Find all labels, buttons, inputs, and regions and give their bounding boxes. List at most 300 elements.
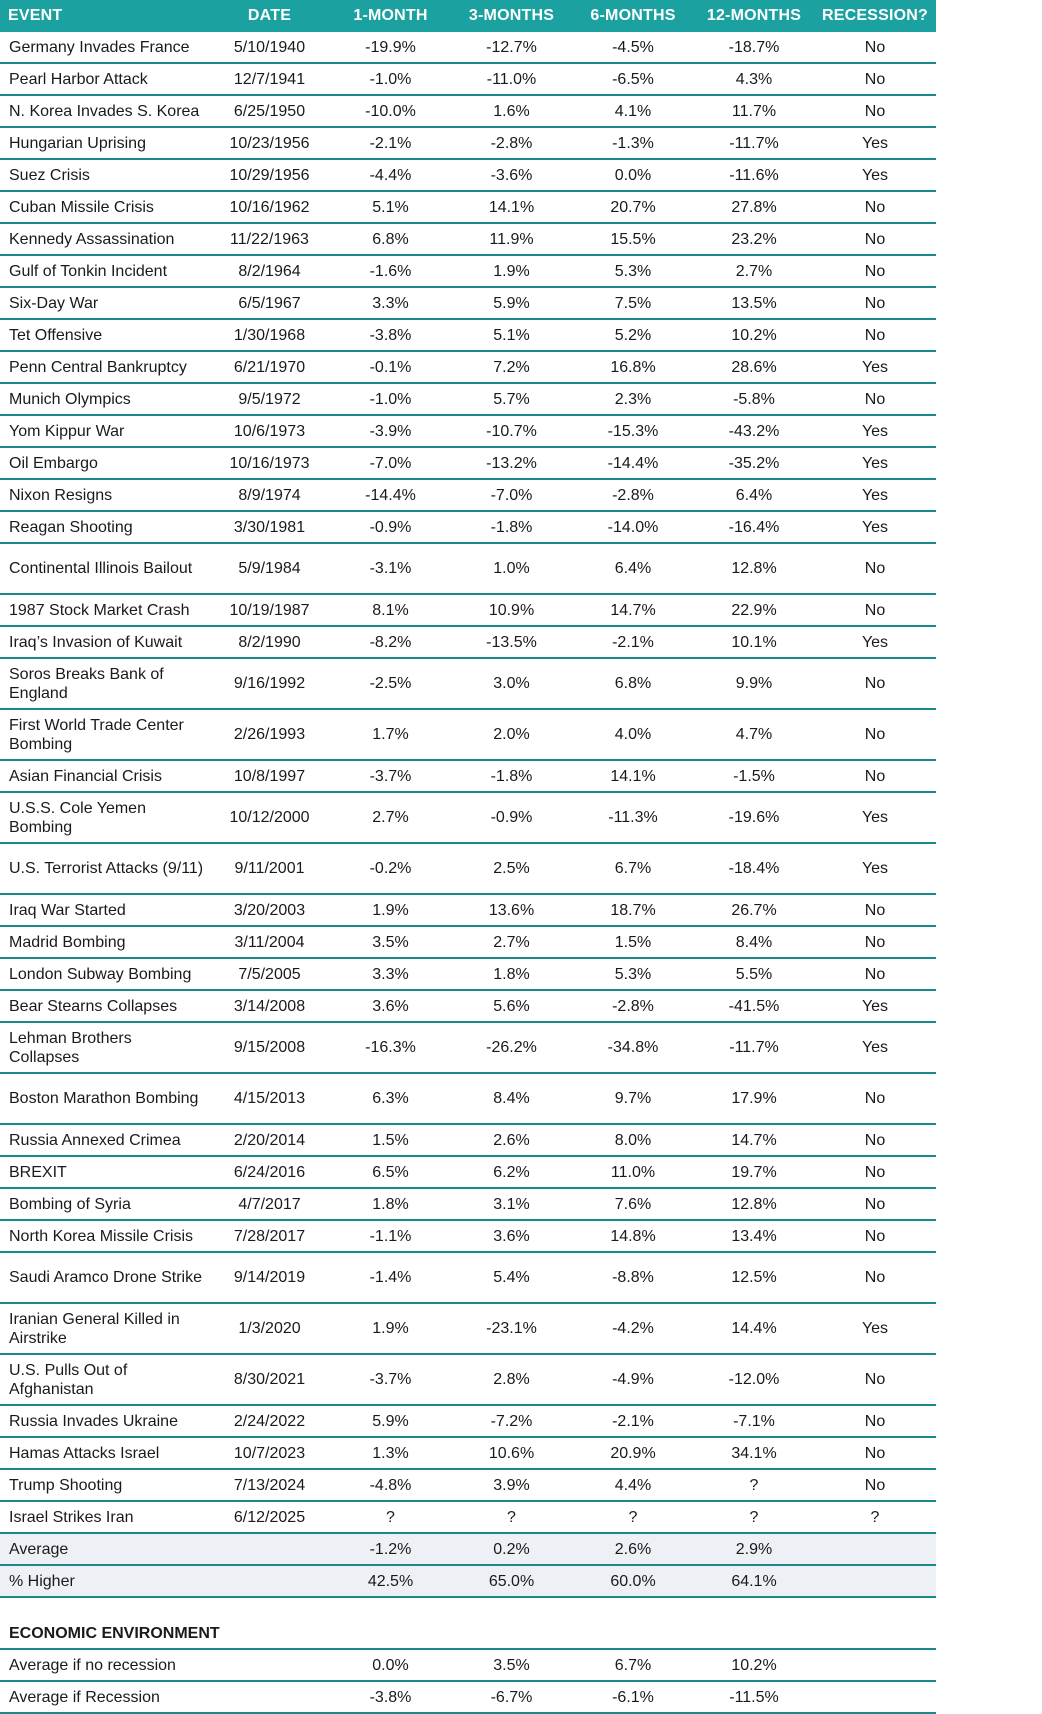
value-cell: 3.5% [451,1649,572,1681]
value-cell: 9/16/1992 [209,658,330,709]
row-label-cell: Iraq War Started [0,894,209,926]
value-cell: 10/12/2000 [209,792,330,843]
value-cell: 1/3/2020 [209,1303,330,1354]
value-cell: -1.3% [572,127,694,159]
value-cell: No [814,926,936,958]
value-cell: -1.5% [694,760,814,792]
value-cell: Yes [814,1022,936,1073]
value-cell: Yes [814,479,936,511]
spacer-cell [0,1597,936,1618]
value-cell: 7.6% [572,1188,694,1220]
value-cell: 16.8% [572,351,694,383]
value-cell: 5.6% [451,990,572,1022]
value-cell: 5.4% [451,1252,572,1303]
value-cell: 6.7% [572,843,694,894]
value-cell: -3.8% [330,319,451,351]
row-label-cell: Iranian General Killed in Airstrike [0,1303,209,1354]
value-cell: 19.7% [694,1156,814,1188]
event-row [0,479,936,511]
value-cell: 3.5% [330,926,451,958]
value-cell: 7/13/2024 [209,1469,330,1501]
value-cell: 12.8% [694,1188,814,1220]
value-cell: -7.1% [694,1405,814,1437]
value-cell: -2.1% [330,127,451,159]
event-row [0,926,936,958]
value-cell: -41.5% [694,990,814,1022]
value-cell: 2.7% [694,255,814,287]
value-cell: 0.0% [330,1649,451,1681]
value-cell: 9.7% [572,1073,694,1124]
value-cell: -11.7% [694,1022,814,1073]
value-cell: No [814,63,936,95]
value-cell: 5.3% [572,958,694,990]
value-cell: 6.2% [451,1156,572,1188]
value-cell: 0.2% [451,1533,572,1565]
value-cell: 3.6% [451,1220,572,1252]
event-row [0,1437,936,1469]
value-cell: 3.9% [451,1469,572,1501]
row-label-cell: Nixon Resigns [0,479,209,511]
value-cell: 8/2/1964 [209,255,330,287]
value-cell: Yes [814,626,936,658]
event-row [0,1022,936,1073]
value-cell: Yes [814,415,936,447]
row-label-cell: N. Korea Invades S. Korea [0,95,209,127]
value-cell: 3.0% [451,658,572,709]
value-cell: 5.1% [451,319,572,351]
event-row [0,894,936,926]
value-cell: -14.0% [572,511,694,543]
row-label-cell: U.S.S. Cole Yemen Bombing [0,792,209,843]
row-label-cell: Russia Annexed Crimea [0,1124,209,1156]
event-row [0,1501,936,1533]
value-cell: No [814,1437,936,1469]
value-cell: 22.9% [694,594,814,626]
value-cell: -43.2% [694,415,814,447]
value-cell: 2/20/2014 [209,1124,330,1156]
column-header: 1-MONTH [330,0,451,32]
value-cell: 10.9% [451,594,572,626]
value-cell: 9/5/1972 [209,383,330,415]
event-row [0,1188,936,1220]
value-cell: -0.9% [451,792,572,843]
value-cell: -15.3% [572,415,694,447]
value-cell: 2.3% [572,383,694,415]
value-cell: -18.4% [694,843,814,894]
value-cell: 11/22/1963 [209,223,330,255]
environment-row [0,1649,936,1681]
row-label-cell: Average [0,1533,209,1565]
value-cell: ? [694,1501,814,1533]
value-cell: 6.4% [572,543,694,594]
row-label-cell: Boston Marathon Bombing [0,1073,209,1124]
value-cell: Yes [814,843,936,894]
event-row [0,1073,936,1124]
value-cell: 14.7% [572,594,694,626]
value-cell: -1.8% [451,511,572,543]
value-cell: 7.2% [451,351,572,383]
value-cell: 12/7/1941 [209,63,330,95]
value-cell: ? [572,1501,694,1533]
value-cell: 5.9% [330,1405,451,1437]
value-cell: -1.2% [330,1533,451,1565]
row-label-cell: Hungarian Uprising [0,127,209,159]
row-label-cell: Iraq’s Invasion of Kuwait [0,626,209,658]
event-row [0,1405,936,1437]
event-row [0,127,936,159]
value-cell: No [814,1124,936,1156]
row-label-cell: Saudi Aramco Drone Strike [0,1252,209,1303]
value-cell: 1.7% [330,709,451,760]
value-cell: -2.1% [572,626,694,658]
event-row [0,1303,936,1354]
value-cell: 42.5% [330,1565,451,1597]
value-cell: No [814,383,936,415]
value-cell: -3.1% [330,543,451,594]
value-cell: -6.5% [572,63,694,95]
event-row [0,958,936,990]
row-label-cell: Tet Offensive [0,319,209,351]
row-label-cell: Bombing of Syria [0,1188,209,1220]
event-row [0,351,936,383]
value-cell: No [814,894,936,926]
row-label-cell: Munich Olympics [0,383,209,415]
value-cell: -13.2% [451,447,572,479]
value-cell: -2.5% [330,658,451,709]
row-label-cell: Hamas Attacks Israel [0,1437,209,1469]
value-cell: -4.5% [572,32,694,63]
value-cell: 10/8/1997 [209,760,330,792]
value-cell: 60.0% [572,1565,694,1597]
value-cell: 3/14/2008 [209,990,330,1022]
value-cell: -3.7% [330,760,451,792]
section-title: ECONOMIC ENVIRONMENT [0,1618,936,1649]
value-cell: 11.9% [451,223,572,255]
value-cell: -11.5% [694,1681,814,1713]
value-cell: -19.6% [694,792,814,843]
value-cell: -35.2% [694,447,814,479]
value-cell: -6.7% [451,1681,572,1713]
value-cell: -11.3% [572,792,694,843]
value-cell: 6/25/1950 [209,95,330,127]
value-cell: 3/11/2004 [209,926,330,958]
value-cell: -1.0% [330,63,451,95]
value-cell: 0.0% [572,159,694,191]
value-cell: -6.1% [572,1681,694,1713]
value-cell: -3.9% [330,415,451,447]
value-cell: 8.4% [694,926,814,958]
event-row [0,594,936,626]
value-cell: ? [814,1501,936,1533]
row-label-cell: London Subway Bombing [0,958,209,990]
value-cell: 10/29/1956 [209,159,330,191]
value-cell: Yes [814,1303,936,1354]
row-label-cell: BREXIT [0,1156,209,1188]
environment-row [0,1681,936,1713]
value-cell: 12.5% [694,1252,814,1303]
summary-row [0,1565,936,1597]
value-cell [209,1649,330,1681]
value-cell: No [814,287,936,319]
value-cell: 6/24/2016 [209,1156,330,1188]
value-cell: No [814,543,936,594]
event-row [0,990,936,1022]
spacer-row [0,1597,936,1618]
row-label-cell: 1987 Stock Market Crash [0,594,209,626]
event-row [0,709,936,760]
value-cell: 8/9/1974 [209,479,330,511]
value-cell: 6/5/1967 [209,287,330,319]
event-row [0,95,936,127]
value-cell: No [814,709,936,760]
column-header: DATE [209,0,330,32]
row-label-cell: Asian Financial Crisis [0,760,209,792]
value-cell: 8.1% [330,594,451,626]
value-cell: 1.9% [330,1303,451,1354]
value-cell: No [814,319,936,351]
event-row [0,1252,936,1303]
value-cell: -16.4% [694,511,814,543]
value-cell: -14.4% [330,479,451,511]
row-label-cell: Oil Embargo [0,447,209,479]
value-cell: 14.1% [572,760,694,792]
value-cell: 6.8% [330,223,451,255]
value-cell: -3.8% [330,1681,451,1713]
value-cell: 27.8% [694,191,814,223]
value-cell: 2/26/1993 [209,709,330,760]
event-row [0,415,936,447]
event-row [0,843,936,894]
value-cell: -8.2% [330,626,451,658]
value-cell: 3/30/1981 [209,511,330,543]
value-cell: -34.8% [572,1022,694,1073]
event-row [0,543,936,594]
event-row [0,32,936,63]
row-label-cell: Suez Crisis [0,159,209,191]
value-cell: 8.0% [572,1124,694,1156]
value-cell: No [814,1073,936,1124]
row-label-cell: Yom Kippur War [0,415,209,447]
value-cell: 6.3% [330,1073,451,1124]
value-cell: 23.2% [694,223,814,255]
value-cell: 14.4% [694,1303,814,1354]
row-label-cell: Soros Breaks Bank of England [0,658,209,709]
event-row [0,658,936,709]
row-label-cell: Continental Illinois Bailout [0,543,209,594]
value-cell: 2.7% [330,792,451,843]
value-cell: 5.1% [330,191,451,223]
value-cell: No [814,1252,936,1303]
value-cell: -4.8% [330,1469,451,1501]
header-row [0,0,936,32]
value-cell: 5/9/1984 [209,543,330,594]
row-label-cell: % Higher [0,1565,209,1597]
value-cell: 2/24/2022 [209,1405,330,1437]
value-cell: Yes [814,447,936,479]
table-body [0,32,936,1713]
value-cell: 4.3% [694,63,814,95]
value-cell: 2.5% [451,843,572,894]
value-cell: ? [694,1469,814,1501]
section-header-row [0,1618,936,1649]
value-cell: 64.1% [694,1565,814,1597]
row-label-cell: Bear Stearns Collapses [0,990,209,1022]
value-cell [814,1649,936,1681]
value-cell: -2.1% [572,1405,694,1437]
table-header [0,0,936,32]
value-cell: 5.5% [694,958,814,990]
value-cell: -18.7% [694,32,814,63]
value-cell: No [814,223,936,255]
row-label-cell: First World Trade Center Bombing [0,709,209,760]
value-cell: No [814,1469,936,1501]
value-cell: No [814,594,936,626]
value-cell: Yes [814,127,936,159]
event-row [0,1124,936,1156]
value-cell: -1.8% [451,760,572,792]
value-cell: -26.2% [451,1022,572,1073]
value-cell: 10/23/1956 [209,127,330,159]
row-label-cell: Average if no recession [0,1649,209,1681]
value-cell: No [814,1156,936,1188]
row-label-cell: Gulf of Tonkin Incident [0,255,209,287]
value-cell: 6.8% [572,658,694,709]
value-cell: -3.6% [451,159,572,191]
value-cell: 14.1% [451,191,572,223]
event-row [0,191,936,223]
row-label-cell: North Korea Missile Crisis [0,1220,209,1252]
value-cell: 4.1% [572,95,694,127]
column-header: 3-MONTHS [451,0,572,32]
row-label-cell: Average if Recession [0,1681,209,1713]
value-cell: 1.8% [330,1188,451,1220]
value-cell [209,1681,330,1713]
value-cell: 4.4% [572,1469,694,1501]
column-header: 12-MONTHS [694,0,814,32]
value-cell: -14.4% [572,447,694,479]
value-cell: -16.3% [330,1022,451,1073]
value-cell: 2.9% [694,1533,814,1565]
value-cell: 10/19/1987 [209,594,330,626]
value-cell: -1.4% [330,1252,451,1303]
value-cell: 3.6% [330,990,451,1022]
value-cell: 9/15/2008 [209,1022,330,1073]
value-cell: -23.1% [451,1303,572,1354]
value-cell: 1.9% [451,255,572,287]
value-cell: 4/15/2013 [209,1073,330,1124]
value-cell: 7.5% [572,287,694,319]
value-cell: 26.7% [694,894,814,926]
value-cell: 1.6% [451,95,572,127]
value-cell: 9.9% [694,658,814,709]
event-row [0,159,936,191]
event-row [0,792,936,843]
row-label-cell: Cuban Missile Crisis [0,191,209,223]
event-row [0,626,936,658]
value-cell: ? [330,1501,451,1533]
value-cell: -7.2% [451,1405,572,1437]
event-row [0,447,936,479]
value-cell: 4/7/2017 [209,1188,330,1220]
event-row [0,383,936,415]
value-cell: -2.8% [572,990,694,1022]
value-cell: 9/14/2019 [209,1252,330,1303]
value-cell: -13.5% [451,626,572,658]
value-cell: No [814,658,936,709]
column-header: EVENT [0,0,209,32]
value-cell: Yes [814,990,936,1022]
value-cell: -10.0% [330,95,451,127]
value-cell: 10.2% [694,1649,814,1681]
value-cell: -0.2% [330,843,451,894]
event-row [0,1220,936,1252]
event-row [0,1156,936,1188]
summary-row [0,1533,936,1565]
value-cell: -11.7% [694,127,814,159]
row-label-cell: Trump Shooting [0,1469,209,1501]
event-row [0,511,936,543]
value-cell: 13.5% [694,287,814,319]
value-cell: 10.1% [694,626,814,658]
row-label-cell: Pearl Harbor Attack [0,63,209,95]
value-cell: 2.8% [451,1354,572,1405]
value-cell: 10/16/1973 [209,447,330,479]
value-cell: No [814,1220,936,1252]
event-row [0,255,936,287]
value-cell: 4.0% [572,709,694,760]
value-cell: -1.0% [330,383,451,415]
value-cell: -2.8% [572,479,694,511]
value-cell: 5.7% [451,383,572,415]
row-label-cell: Six-Day War [0,287,209,319]
value-cell: 14.8% [572,1220,694,1252]
value-cell: -0.9% [330,511,451,543]
value-cell: ? [451,1501,572,1533]
row-label-cell: Lehman Brothers Collapses [0,1022,209,1073]
value-cell: 13.6% [451,894,572,926]
value-cell: 2.6% [451,1124,572,1156]
value-cell: 2.7% [451,926,572,958]
row-label-cell: U.S. Pulls Out of Afghanistan [0,1354,209,1405]
value-cell [209,1533,330,1565]
row-label-cell: Israel Strikes Iran [0,1501,209,1533]
column-header: 6-MONTHS [572,0,694,32]
value-cell: 6/21/1970 [209,351,330,383]
value-cell: No [814,191,936,223]
value-cell: 5/10/1940 [209,32,330,63]
row-label-cell: Kennedy Assassination [0,223,209,255]
event-row [0,1469,936,1501]
event-row [0,287,936,319]
value-cell: No [814,760,936,792]
value-cell: 2.6% [572,1533,694,1565]
event-row [0,760,936,792]
value-cell: 15.5% [572,223,694,255]
value-cell: -5.8% [694,383,814,415]
value-cell: 17.9% [694,1073,814,1124]
value-cell: 28.6% [694,351,814,383]
value-cell: 10/6/1973 [209,415,330,447]
value-cell: 18.7% [572,894,694,926]
event-row [0,223,936,255]
value-cell: Yes [814,792,936,843]
value-cell: 11.0% [572,1156,694,1188]
value-cell: 20.9% [572,1437,694,1469]
value-cell: No [814,32,936,63]
value-cell: -12.0% [694,1354,814,1405]
value-cell: 1.3% [330,1437,451,1469]
value-cell: 14.7% [694,1124,814,1156]
